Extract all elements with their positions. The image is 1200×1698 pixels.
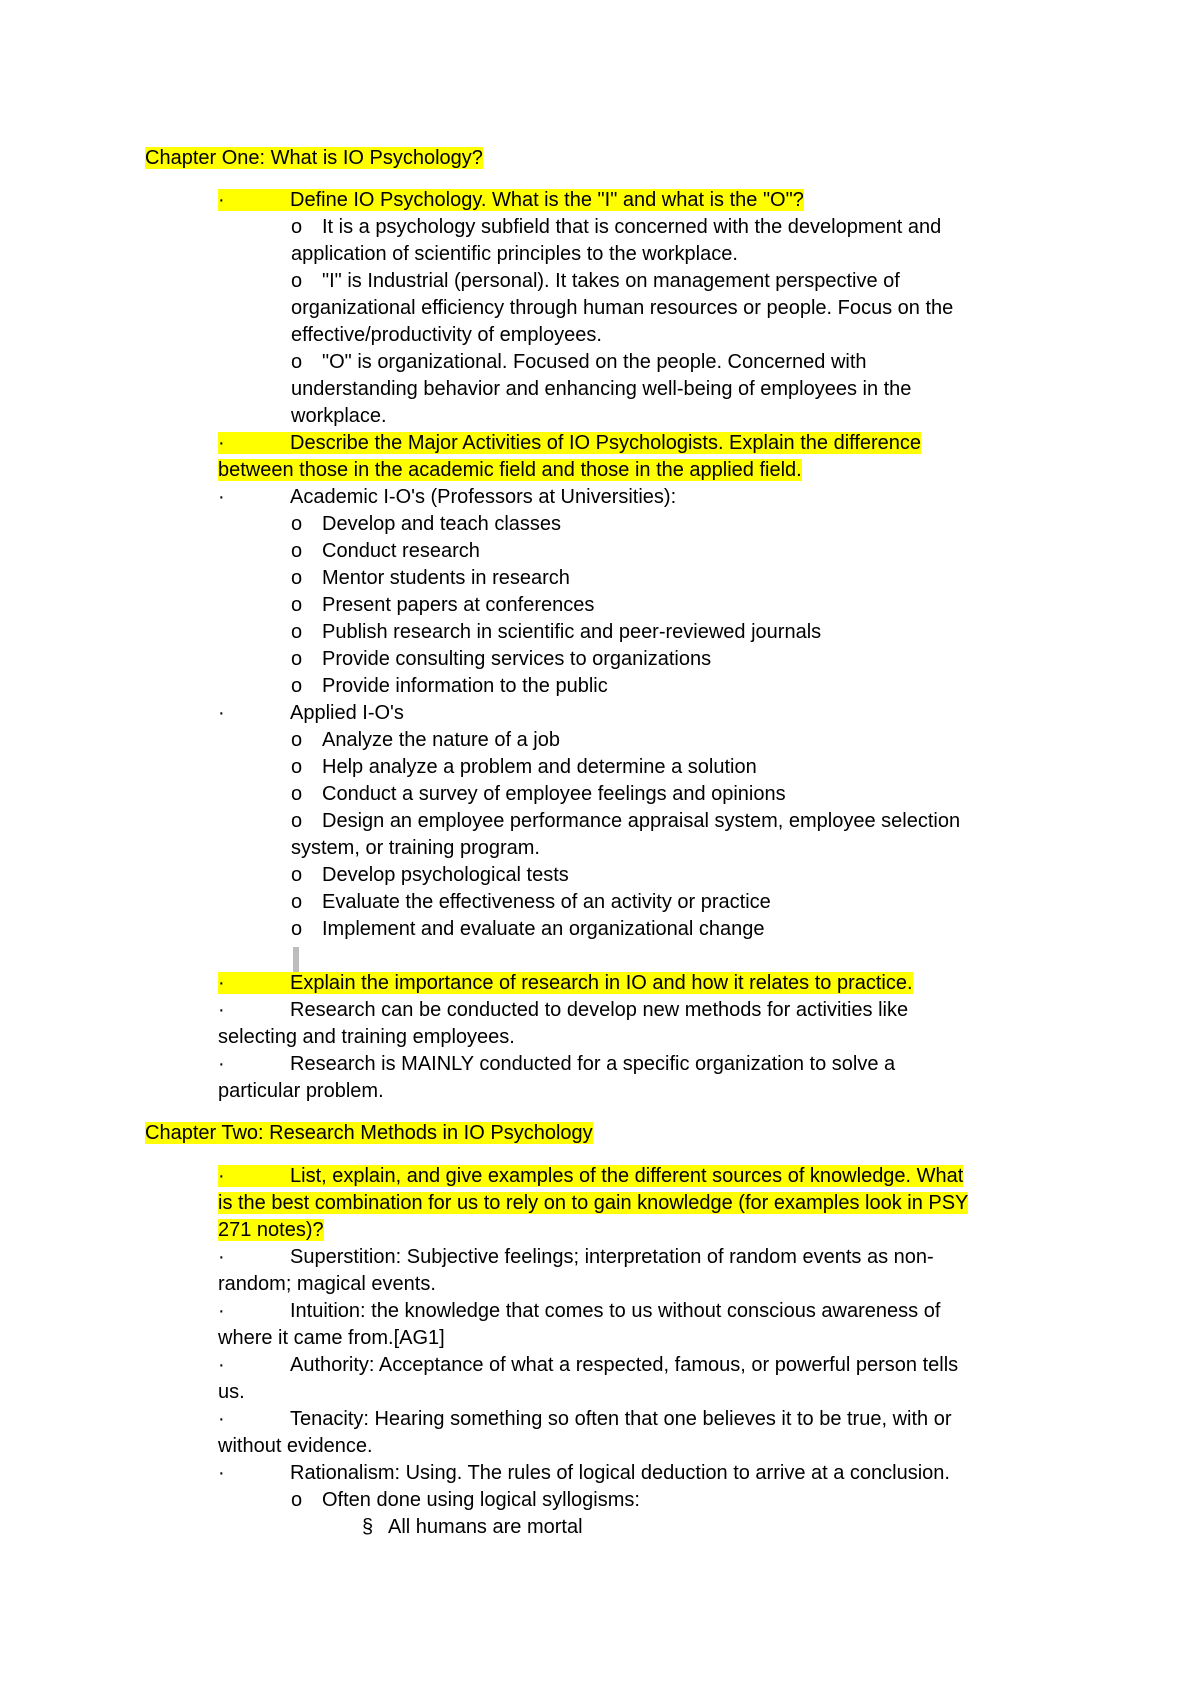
answer-line: random; magical events.	[218, 1273, 436, 1295]
bullet-o: o	[291, 648, 303, 670]
question-sources-of-knowledge: · List, explain, and give examples of the different sources of knowledge. What	[218, 1163, 963, 1190]
answer-line: · Superstition: Subjective feelings; interpretation of random events as non-	[218, 1244, 934, 1271]
bullet-o: o	[291, 756, 303, 778]
answer-line: · Authority: Acceptance of what a respected, famous, or powerful person tells	[218, 1352, 958, 1379]
bullet-o: o	[291, 864, 303, 886]
answer-line: understanding behavior and enhancing well-being of employees in the	[291, 378, 912, 400]
answer-line: selecting and training employees.	[218, 1026, 515, 1048]
bullet-o: o	[291, 1489, 303, 1511]
list-item: o Provide consulting services to organizations	[291, 646, 711, 673]
bullet-o: o	[291, 216, 303, 238]
answer-line: where it came from.[AG1]	[218, 1327, 445, 1349]
list-item: o Present papers at conferences	[291, 592, 594, 619]
bullet-o: o	[291, 918, 303, 940]
answer-line: · Research can be conducted to develop new methods for activities like	[218, 997, 908, 1024]
academic-heading: · Academic I-O's (Professors at Universities):	[218, 484, 676, 511]
answer-line: particular problem.	[218, 1080, 384, 1102]
bullet-section: §	[362, 1516, 374, 1538]
bullet-o: o	[291, 810, 303, 832]
chapter-two-heading: Chapter Two: Research Methods in IO Psychology	[145, 1122, 593, 1144]
answer-line: workplace.	[291, 405, 387, 427]
bullet-o: o	[291, 270, 303, 292]
bullet-o: o	[291, 513, 303, 535]
answer-line: effective/productivity of employees.	[291, 324, 602, 346]
list-item: o Design an employee performance appraisal system, employee selection	[291, 808, 960, 835]
list-item: o Develop psychological tests	[291, 862, 569, 889]
answer-line: · Tenacity: Hearing something so often that one believes it to be true, with or	[218, 1406, 951, 1433]
list-item: o Mentor students in research	[291, 565, 570, 592]
chapter-one-heading: Chapter One: What is IO Psychology?	[145, 147, 483, 169]
answer-line: application of scientific principles to the workplace.	[291, 243, 738, 265]
bullet-o: o	[291, 729, 303, 751]
bullet-o: o	[291, 351, 303, 373]
sub-list-item: § All humans are mortal	[362, 1514, 583, 1541]
answer-line: · Intuition: the knowledge that comes to us without conscious awareness of	[218, 1298, 940, 1325]
applied-heading: · Applied I-O's	[218, 700, 404, 727]
list-item: o Develop and teach classes	[291, 511, 561, 538]
list-item: o Often done using logical syllogisms:	[291, 1487, 640, 1514]
text-cursor-marker	[293, 947, 299, 972]
answer-line: o "O" is organizational. Focused on the people. Concerned with	[291, 349, 867, 376]
question-sources-cont: is the best combination for us to rely on to gain knowledge (for examples look in PSY	[218, 1192, 969, 1214]
bullet-o: o	[291, 540, 303, 562]
question-major-activities: · Describe the Major Activities of IO Psychologists. Explain the difference	[218, 430, 921, 457]
list-item: o Provide information to the public	[291, 673, 608, 700]
answer-line: · Research is MAINLY conducted for a specific organization to solve a	[218, 1051, 895, 1078]
list-item-cont: system, or training program.	[291, 837, 540, 859]
bullet-dot: ·	[218, 1300, 225, 1322]
bullet-o: o	[291, 891, 303, 913]
bullet-dot: ·	[218, 432, 225, 454]
question-sources-cont: 271 notes)?	[218, 1219, 324, 1241]
list-item: o Conduct research	[291, 538, 480, 565]
bullet-dot: ·	[218, 1246, 225, 1268]
bullet-o: o	[291, 675, 303, 697]
question-define-io: · Define IO Psychology. What is the "I" and what is the "O"?	[218, 187, 804, 214]
answer-line: organizational efficiency through human resources or people. Focus on the	[291, 297, 954, 319]
bullet-dot: ·	[218, 1053, 225, 1075]
bullet-dot: ·	[218, 189, 225, 211]
bullet-dot: ·	[218, 972, 225, 994]
bullet-o: o	[291, 567, 303, 589]
answer-line: o It is a psychology subfield that is concerned with the development and	[291, 214, 941, 241]
list-item: o Analyze the nature of a job	[291, 727, 560, 754]
bullet-dot: ·	[218, 1462, 225, 1484]
bullet-dot: ·	[218, 486, 225, 508]
bullet-dot: ·	[218, 1165, 225, 1187]
list-item: o Evaluate the effectiveness of an activity or practice	[291, 889, 771, 916]
answer-line: us.	[218, 1381, 245, 1403]
list-item: o Publish research in scientific and peer-reviewed journals	[291, 619, 821, 646]
question-research-importance: · Explain the importance of research in IO and how it relates to practice.	[218, 970, 913, 997]
list-item: o Implement and evaluate an organizational change	[291, 916, 765, 943]
bullet-dot: ·	[218, 702, 225, 724]
list-item: o Help analyze a problem and determine a solution	[291, 754, 757, 781]
answer-line: without evidence.	[218, 1435, 373, 1457]
bullet-o: o	[291, 594, 303, 616]
question-major-activities-cont: between those in the academic field and those in the applied field.	[218, 459, 802, 481]
bullet-o: o	[291, 621, 303, 643]
bullet-dot: ·	[218, 999, 225, 1021]
answer-line: o "I" is Industrial (personal). It takes on management perspective of	[291, 268, 900, 295]
bullet-dot: ·	[218, 1354, 225, 1376]
answer-line: · Rationalism: Using. The rules of logical deduction to arrive at a conclusion.	[218, 1460, 950, 1487]
bullet-dot: ·	[218, 1408, 225, 1430]
list-item: o Conduct a survey of employee feelings and opinions	[291, 781, 786, 808]
bullet-o: o	[291, 783, 303, 805]
